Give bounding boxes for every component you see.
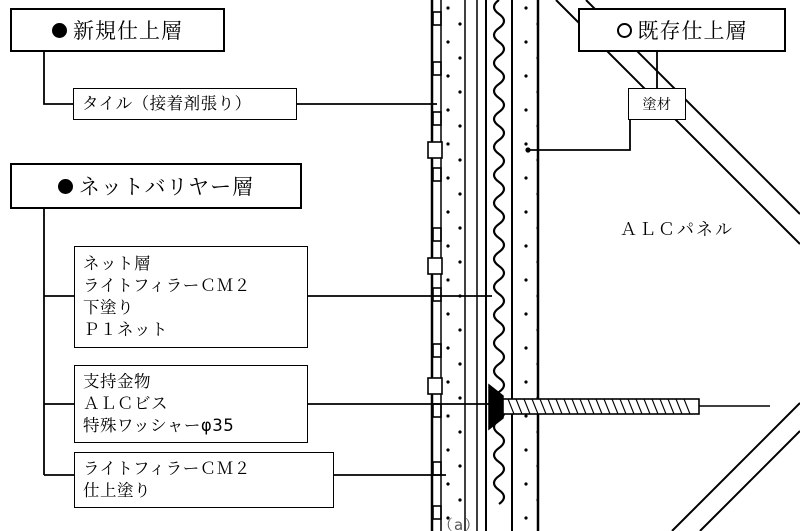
legend-existing-finish-label: 既存仕上層	[637, 19, 748, 43]
callout-finish-coat	[74, 452, 334, 508]
legend-new-finish-layer	[10, 8, 225, 52]
legend-net-barrier-layer	[10, 163, 302, 209]
support-metal-line-3: 特殊ワッシャーφ35	[83, 415, 235, 435]
filled-circle-icon	[52, 23, 67, 38]
net-layer-line-4: Ｐ１ネット	[83, 319, 168, 339]
alc-panel-body	[540, 0, 800, 531]
finish-coat-line-2: 仕上塗り	[83, 481, 151, 500]
net-wave-line	[494, 0, 504, 504]
callout-support-metal	[74, 365, 308, 443]
wall-layer-lines	[432, 0, 538, 531]
net-layer-line-3: 下塗り	[83, 298, 134, 317]
callout-tile-label: タイル（接着剤張り）	[82, 94, 252, 114]
alc-panel-label: ＡＬＣパネル	[620, 220, 734, 240]
net-layer-line-2: ライトフィラーＣＭ２	[83, 276, 251, 296]
support-metal-line-2: ＡＬＣビス	[83, 394, 168, 414]
filled-circle-icon	[58, 179, 73, 194]
hollow-circle-icon	[617, 23, 632, 38]
callout-coating-label: 塗材	[642, 97, 672, 113]
net-layer-line-1: ネット層	[83, 254, 151, 274]
callout-coating	[628, 88, 686, 120]
figure-caption: （a）	[438, 516, 481, 531]
finish-coat-line-1: ライトフィラーＣＭ２	[83, 459, 251, 479]
callout-tile	[73, 88, 297, 120]
legend-existing-finish-layer	[578, 8, 786, 52]
finish-layer-tick-marks	[428, 12, 442, 519]
legend-net-barrier-label: ネットバリヤー層	[78, 175, 255, 199]
callout-net-layer	[74, 246, 308, 348]
legend-new-finish-label: 新規仕上層	[73, 19, 183, 43]
support-metal-line-1: 支持金物	[83, 372, 151, 392]
